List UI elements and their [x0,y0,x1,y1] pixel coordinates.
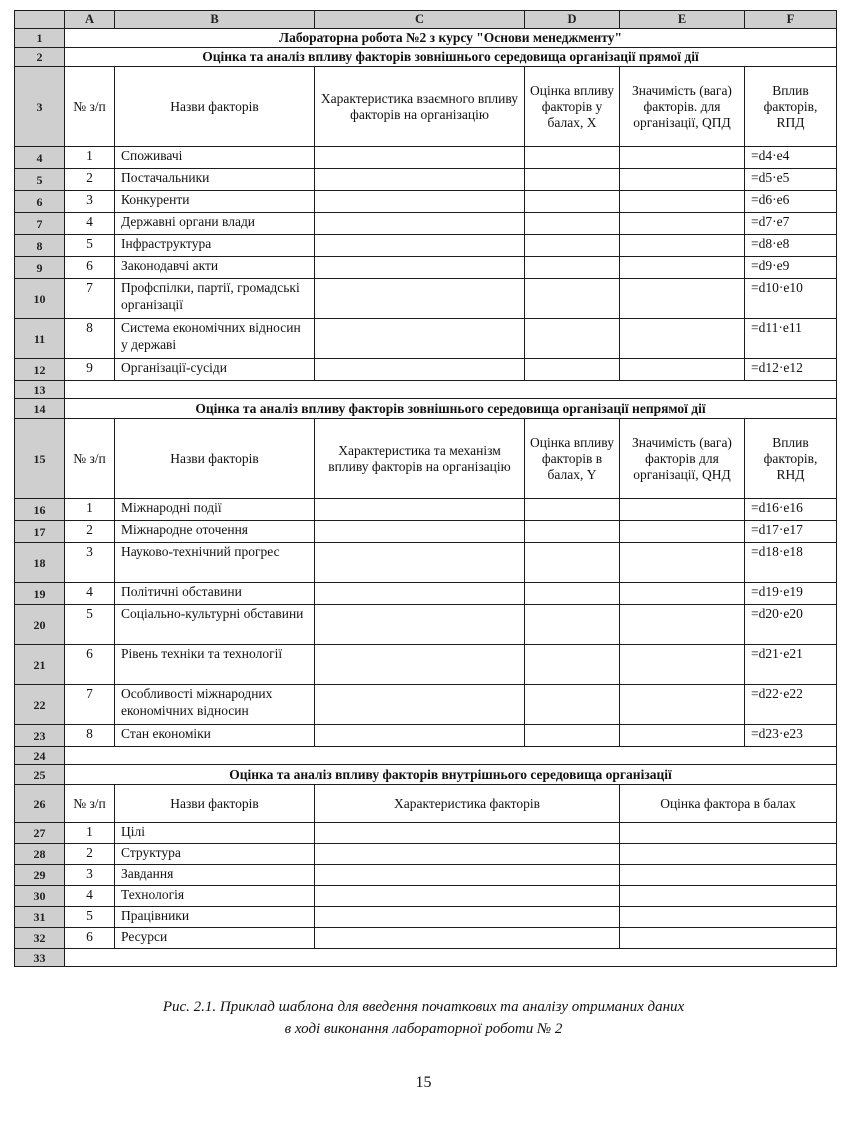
factor-row [15,257,837,279]
factor-name: Профспілки, партії, громадські організації [115,279,315,319]
corner-cell [15,11,65,29]
header-name: Назви факторів [115,67,315,147]
weight-cell[interactable] [620,521,745,543]
factor-row [15,605,837,645]
sheet-row [15,949,837,967]
characteristic-cell[interactable] [315,907,620,928]
figure-caption [0,996,847,1040]
row-header: 25 [15,765,65,785]
characteristic-cell[interactable] [315,499,525,521]
column-header-a: A [65,11,115,29]
score-cell[interactable] [525,169,620,191]
factor-num: 4 [65,886,115,907]
factor-name: Споживачі [115,147,315,169]
characteristic-cell[interactable] [315,235,525,257]
row-header: 27 [15,823,65,844]
factor-row [15,844,837,865]
influence-formula: =d4·e4 [745,147,837,169]
score-cell[interactable] [620,823,837,844]
factor-name: Організації-сусіди [115,359,315,381]
factor-row [15,521,837,543]
row-header: 11 [15,319,65,359]
factor-row [15,823,837,844]
factor-row [15,725,837,747]
influence-formula: =d10·e10 [745,279,837,319]
factor-name: Соціально-культурні обставини [115,605,315,645]
characteristic-cell[interactable] [315,169,525,191]
weight-cell[interactable] [620,543,745,583]
factor-num: 6 [65,928,115,949]
sheet-row [15,747,837,765]
weight-cell[interactable] [620,319,745,359]
row-header: 26 [15,785,65,823]
header-score: Оцінка впливу факторів у балах, X [525,67,620,147]
row-header: 28 [15,844,65,865]
factor-name: Ресурси [115,928,315,949]
row-header: 15 [15,419,65,499]
score-cell[interactable] [620,907,837,928]
factor-row [15,213,837,235]
factor-name: Технологія [115,886,315,907]
factor-name: Працівники [115,907,315,928]
influence-formula: =d5·e5 [745,169,837,191]
characteristic-cell[interactable] [315,844,620,865]
score-cell[interactable] [525,725,620,747]
weight-cell[interactable] [620,605,745,645]
influence-formula: =d9·e9 [745,257,837,279]
header-name: Назви факторів [115,419,315,499]
score-cell[interactable] [620,928,837,949]
factor-num: 8 [65,319,115,359]
factor-num: 1 [65,499,115,521]
influence-formula: =d22·e22 [745,685,837,725]
column-header-c: C [315,11,525,29]
factor-num: 4 [65,213,115,235]
characteristic-cell[interactable] [315,583,525,605]
factor-num: 7 [65,685,115,725]
blank-row [65,381,837,399]
row-header: 21 [15,645,65,685]
row-header: 1 [15,29,65,48]
header-num: № з/п [65,67,115,147]
weight-cell[interactable] [620,499,745,521]
factor-num: 5 [65,907,115,928]
factor-row [15,583,837,605]
influence-formula: =d12·e12 [745,359,837,381]
factor-num: 1 [65,823,115,844]
factor-name: Особливості міжнародних економічних відносин [115,685,315,725]
factor-row [15,147,837,169]
factor-row [15,886,837,907]
weight-cell[interactable] [620,279,745,319]
score-cell[interactable] [525,257,620,279]
header-weight: Значимість (вага) факторів для організації, QНД [620,419,745,499]
header-name: Назви факторів [115,785,315,823]
factor-row [15,543,837,583]
characteristic-cell[interactable] [315,823,620,844]
characteristic-cell[interactable] [315,865,620,886]
factor-name: Стан економіки [115,725,315,747]
row-header: 16 [15,499,65,521]
column-header-b: B [115,11,315,29]
row-header: 18 [15,543,65,583]
row-header: 29 [15,865,65,886]
section-title: Оцінка та аналіз впливу факторів зовнішнього середовища організації прямої дії [65,48,837,67]
characteristic-cell[interactable] [315,279,525,319]
row-header: 3 [15,67,65,147]
score-cell[interactable] [525,521,620,543]
factor-name: Міжнародні події [115,499,315,521]
factor-num: 7 [65,279,115,319]
factor-name: Конкуренти [115,191,315,213]
row-header: 9 [15,257,65,279]
row-header: 22 [15,685,65,725]
factor-num: 1 [65,147,115,169]
characteristic-cell[interactable] [315,543,525,583]
row-header: 5 [15,169,65,191]
score-cell[interactable] [525,605,620,645]
influence-formula: =d18·e18 [745,543,837,583]
row-header: 31 [15,907,65,928]
factor-num: 3 [65,865,115,886]
characteristic-cell[interactable] [315,645,525,685]
header-characteristic: Характеристика факторів [315,785,620,823]
score-cell[interactable] [525,147,620,169]
weight-cell[interactable] [620,359,745,381]
blank-row [65,949,837,967]
weight-cell[interactable] [620,685,745,725]
factor-name: Державні органи влади [115,213,315,235]
influence-formula: =d20·e20 [745,605,837,645]
factor-row [15,235,837,257]
characteristic-cell[interactable] [315,725,525,747]
factor-name: Постачальники [115,169,315,191]
header-characteristic: Характеристика взаємного впливу факторів на організацію [315,67,525,147]
influence-formula: =d8·e8 [745,235,837,257]
factor-num: 2 [65,521,115,543]
factor-num: 8 [65,725,115,747]
weight-cell[interactable] [620,147,745,169]
score-cell[interactable] [525,279,620,319]
page-number: 15 [415,1074,432,1091]
factor-row [15,191,837,213]
score-cell[interactable] [525,685,620,725]
header-weight: Значимість (вага) факторів. для організації, QПД [620,67,745,147]
score-cell[interactable] [620,886,837,907]
row-header: 10 [15,279,65,319]
row-header: 32 [15,928,65,949]
factor-num: 6 [65,645,115,685]
sheet-row [15,67,837,147]
factor-name: Система економічних відносин у державі [115,319,315,359]
factor-row [15,907,837,928]
weight-cell[interactable] [620,583,745,605]
factor-name: Інфраструктура [115,235,315,257]
column-header-e: E [620,11,745,29]
row-header: 33 [15,949,65,967]
row-header: 20 [15,605,65,645]
weight-cell[interactable] [620,191,745,213]
factor-row [15,685,837,725]
sheet-row [15,765,837,785]
row-header: 14 [15,399,65,419]
row-header: 24 [15,747,65,765]
weight-cell[interactable] [620,645,745,685]
score-cell[interactable] [525,543,620,583]
factor-name: Міжнародне оточення [115,521,315,543]
row-header: 8 [15,235,65,257]
sheet-row [15,399,837,419]
spreadsheet-template [14,10,837,967]
characteristic-cell[interactable] [315,191,525,213]
characteristic-cell[interactable] [315,257,525,279]
influence-formula: =d19·e19 [745,583,837,605]
factor-row [15,169,837,191]
factor-num: 2 [65,844,115,865]
score-cell[interactable] [620,865,837,886]
influence-formula: =d17·e17 [745,521,837,543]
score-cell[interactable] [525,499,620,521]
row-header: 6 [15,191,65,213]
factor-name: Політичні обставини [115,583,315,605]
section-title: Лабораторна робота №2 з курсу "Основи менеджменту" [65,29,837,48]
header-num: № з/п [65,419,115,499]
characteristic-cell[interactable] [315,319,525,359]
sheet-row [15,381,837,399]
factor-num: 2 [65,169,115,191]
score-cell[interactable] [525,359,620,381]
header-num: № з/п [65,785,115,823]
row-header: 30 [15,886,65,907]
weight-cell[interactable] [620,725,745,747]
characteristic-cell[interactable] [315,213,525,235]
weight-cell[interactable] [620,257,745,279]
score-cell[interactable] [525,213,620,235]
column-header-d: D [525,11,620,29]
header-influence: Вплив факторів, RНД [745,419,837,499]
factor-num: 9 [65,359,115,381]
characteristic-cell[interactable] [315,147,525,169]
row-header: 13 [15,381,65,399]
influence-formula: =d11·e11 [745,319,837,359]
header-score: Оцінка фактора в балах [620,785,837,823]
influence-formula: =d6·e6 [745,191,837,213]
factor-row [15,865,837,886]
characteristic-cell[interactable] [315,359,525,381]
row-header: 17 [15,521,65,543]
factor-row [15,645,837,685]
row-header: 19 [15,583,65,605]
header-score: Оцінка впливу факторів в балах, Y [525,419,620,499]
factor-row [15,359,837,381]
blank-row [65,747,837,765]
row-header: 12 [15,359,65,381]
sheet-row [15,11,837,29]
factor-num: 5 [65,605,115,645]
caption-line-1: Рис. 2.1. Приклад шаблона для введення початкових та аналізу отриманих даних [162,999,685,1015]
factor-name: Законодавчі акти [115,257,315,279]
column-header-f: F [745,11,837,29]
score-cell[interactable] [525,235,620,257]
weight-cell[interactable] [620,213,745,235]
factor-num: 5 [65,235,115,257]
weight-cell[interactable] [620,169,745,191]
row-header: 4 [15,147,65,169]
factor-num: 3 [65,191,115,213]
sheet-row [15,419,837,499]
section-title: Оцінка та аналіз впливу факторів внутрішнього середовища організації [65,765,837,785]
score-cell[interactable] [525,191,620,213]
factor-name: Завдання [115,865,315,886]
score-cell[interactable] [525,319,620,359]
header-influence: Вплив факторів, RПД [745,67,837,147]
header-characteristic: Характеристика та механізм впливу факторів на організацію [315,419,525,499]
sheet-row [15,785,837,823]
score-cell[interactable] [525,645,620,685]
factor-name: Рівень техніки та технології [115,645,315,685]
factor-row [15,499,837,521]
weight-cell[interactable] [620,235,745,257]
section-title: Оцінка та аналіз впливу факторів зовнішнього середовища організації непрямої дії [65,399,837,419]
influence-formula: =d21·e21 [745,645,837,685]
score-cell[interactable] [525,583,620,605]
factor-name: Структура [115,844,315,865]
sheet-row [15,29,837,48]
caption-line-2: в ході виконання лабораторної роботи № 2 [284,1021,563,1037]
factor-row [15,928,837,949]
characteristic-cell[interactable] [315,605,525,645]
characteristic-cell[interactable] [315,886,620,907]
characteristic-cell[interactable] [315,521,525,543]
row-header: 2 [15,48,65,67]
factor-num: 3 [65,543,115,583]
characteristic-cell[interactable] [315,685,525,725]
row-header: 7 [15,213,65,235]
factor-row [15,279,837,319]
row-header: 23 [15,725,65,747]
influence-formula: =d7·e7 [745,213,837,235]
score-cell[interactable] [620,844,837,865]
factor-num: 6 [65,257,115,279]
influence-formula: =d16·e16 [745,499,837,521]
factor-name: Цілі [115,823,315,844]
factor-row [15,319,837,359]
influence-formula: =d23·e23 [745,725,837,747]
sheet-row [15,48,837,67]
characteristic-cell[interactable] [315,928,620,949]
factor-num: 4 [65,583,115,605]
factor-name: Науково-технічний прогрес [115,543,315,583]
